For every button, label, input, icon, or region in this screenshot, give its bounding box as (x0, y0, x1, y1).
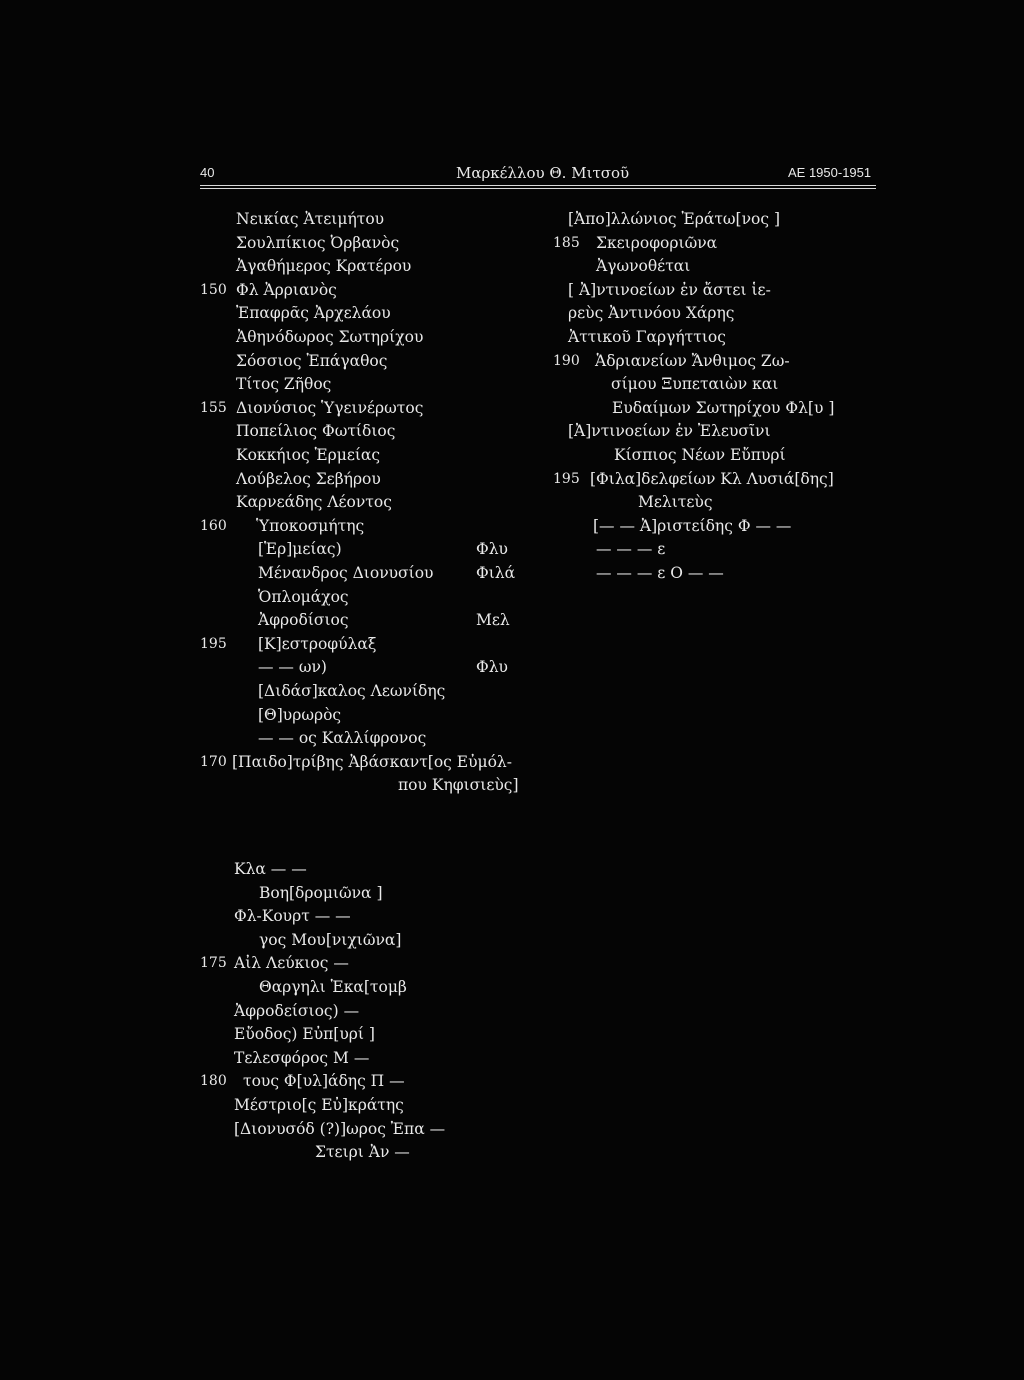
inscription-line: [Διονυσόδ (?)]ωρος Ἐπα — (234, 1119, 446, 1138)
inscription-line: Ποπείλιος Φωτίδιος (236, 422, 396, 441)
inscription-line: Νεικίας Ἀτειμήτου (236, 210, 385, 228)
deme-abbreviation: Φιλά (476, 564, 516, 582)
inscription-line: Φλ-Κουρτ — — (234, 907, 351, 926)
inscription-line: Σουλπίκιος Ὀρβανὸς (236, 233, 400, 252)
inscription-line: Ἀγαθήμερος Κρατέρου (236, 257, 412, 276)
header-rule (200, 185, 876, 186)
inscription-line: Ἀφροδίσιος (258, 611, 349, 630)
inscription-line: — — — ε (596, 540, 666, 559)
inscription-line: Κλα — — (234, 860, 307, 878)
inscription-line: Ευδαίμων Σωτηρίχου Φλ[υ ] (612, 398, 835, 417)
inscription-line: Μέστριο[ς Εὐ]κράτης (234, 1096, 404, 1114)
deme-abbreviation: Φλυ (476, 540, 508, 559)
inscription-line: Διονύσιος Ὑγεινέρωτος (236, 398, 424, 417)
inscription-line: Κοκκήιος Ἑρμείας (236, 446, 381, 464)
line-number: 160 (200, 517, 227, 534)
line-number: 195 (553, 470, 580, 487)
inscription-line: που Κηφισιεὺς] (398, 776, 519, 795)
inscription-line: Τελεσφόρος Μ — (234, 1048, 370, 1067)
inscription-line: Μένανδρος Διονυσίου (258, 564, 434, 582)
line-number: 155 (200, 399, 227, 416)
inscription-line: Μελιτεὺς (638, 493, 713, 512)
inscription-line: Σόσσιος Ἐπάγαθος (236, 351, 388, 370)
line-number: 180 (200, 1073, 227, 1090)
line-number: 175 (200, 955, 227, 972)
inscription-line: γος Μου[νιχιῶνα] (259, 930, 402, 949)
inscription-line: Ἐπαφρᾶς Ἀρχελάου (236, 304, 391, 323)
deme-abbreviation: Μελ (476, 611, 510, 630)
inscription-line: Τίτος Ζῆθος (236, 375, 332, 394)
inscription-line: ρεὺς Ἀντινόου Χάρης (568, 304, 735, 323)
inscription-line: [Φιλα]δελφείων Κλ Λυσιά[δης] (590, 469, 834, 488)
inscription-line: Φλ Ἀρριανὸς (236, 280, 337, 299)
inscription-line: [Θ]υρωρὸς (258, 705, 342, 724)
line-number: 185 (553, 234, 580, 251)
header-rule-double (200, 188, 876, 189)
inscription-line: [ Ἀ]ντινοείων ἐν ἄστει ἱε- (568, 280, 771, 299)
inscription-line: Εὔοδος) Εὐπ[υρί ] (234, 1025, 375, 1044)
inscription-line: τους Φ[υλ]άδης Π — (243, 1072, 405, 1091)
inscription-line: Σκειροφοριῶνα (596, 233, 718, 252)
inscription-line: [Κ]εστροφύλαξ (258, 634, 377, 653)
inscription-line: — — ος Καλλίφρονος (258, 729, 427, 748)
inscription-line: σίμου Ξυπεταιὼν και (611, 375, 779, 394)
line-number: 170 (200, 753, 227, 770)
inscription-line: [Παιδο]τρίβης Ἀβάσκαντ[ος Εὐμόλ- (232, 752, 512, 771)
line-number: 190 (553, 352, 580, 369)
deme-abbreviation: Φλυ (476, 658, 508, 677)
inscription-line: Στειρι Ἀν — (315, 1143, 410, 1162)
inscription-line: [Ἀ]ντινοείων ἐν Ἐλευσῖνι (568, 422, 771, 441)
inscription-line: Ὁπλομάχος (258, 587, 349, 606)
inscription-line: Αἰλ Λεύκιος — (234, 954, 349, 973)
inscription-line: Κίσπιος Νέων Εὔπυρί (614, 446, 786, 464)
inscription-line: — — ων) (258, 658, 327, 677)
inscription-line: Ὑποκοσμήτης (256, 516, 365, 535)
inscription-line: Βοη[δρομιῶνα ] (259, 883, 383, 902)
inscription-line: [Ἑρ]μείας) (258, 540, 342, 559)
inscription-line: Καρνεάδης Λέοντος (236, 493, 392, 512)
running-head-author: Μαρκέλλου Θ. Μιτσοῦ (456, 164, 630, 182)
line-number: 150 (200, 281, 227, 298)
inscription-line: Ἁδριανείων Ἄνθιμος Ζω- (595, 351, 790, 370)
inscription-line: [— — Ἀ]ριστείδης Φ — — (593, 516, 792, 535)
inscription-line: Θαργηλι Ἑκα[τομβ (259, 978, 407, 996)
running-head-journal: ΑΕ 1950-1951 (788, 165, 872, 180)
inscription-line: — — — ε Ο — — (596, 564, 724, 582)
inscription-line: Ἀττικοῦ Γαργήττιος (568, 328, 726, 346)
inscription-line: Ἀφροδείσιος) — (234, 1001, 360, 1020)
inscription-line: [Ἀπο]λλώνιος Ἐράτω[νος ] (568, 210, 781, 228)
inscription-line: [Διδάσ]καλος Λεωνίδης (258, 682, 446, 700)
page-number: 40 (200, 165, 215, 180)
inscription-line: Λούβελος Σεβήρου (236, 469, 381, 488)
inscription-line: Ἀγωνοθέται (596, 257, 691, 276)
line-number: 195 (200, 635, 227, 652)
inscription-line: Ἀθηνόδωρος Σωτηρίχου (236, 328, 424, 346)
